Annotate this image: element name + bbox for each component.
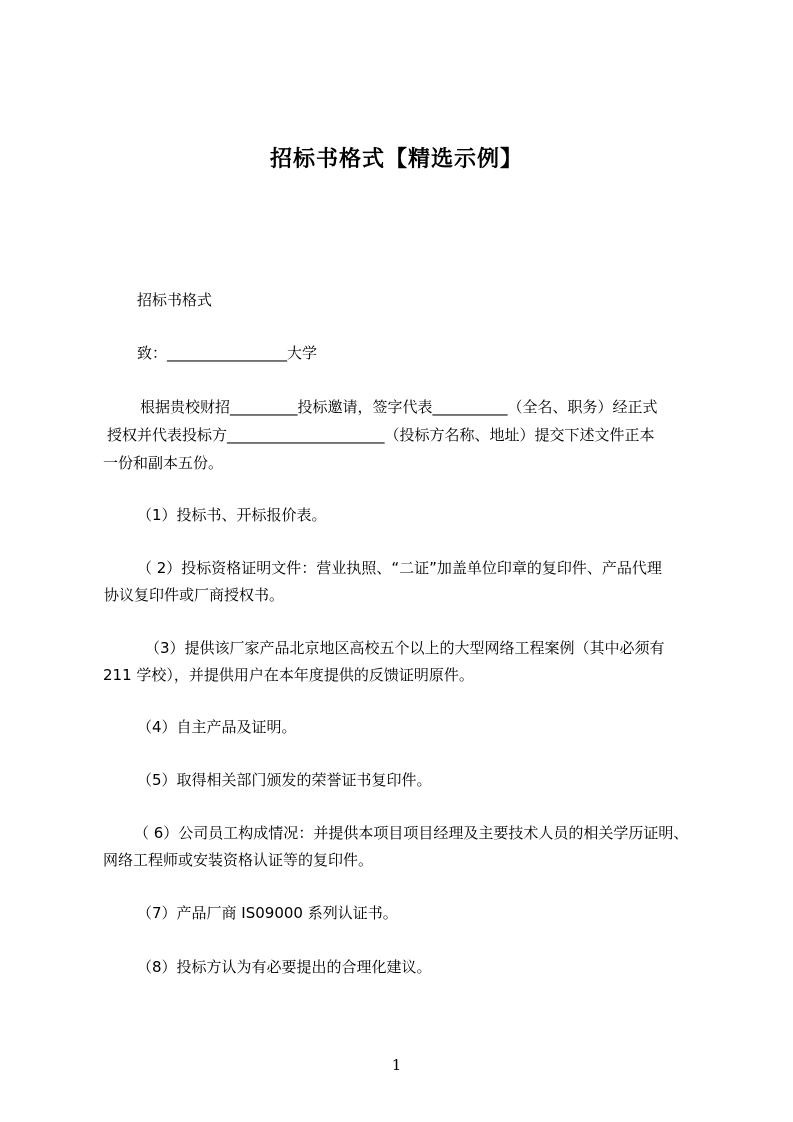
document-title: 招标书格式【精选示例】	[269, 147, 523, 172]
list-item-1: （1）投标书、开标报价表。	[137, 506, 327, 524]
list-item-2-line-1: （ 2）投标资格证明文件：营业执照、“二证”加盖单位印章的复印件、产品代理	[137, 559, 662, 577]
list-item-3-line-1: （3）提供该厂家产品北京地区高校五个以上的大型网络工程案例（其中必须有	[145, 639, 665, 657]
intro-line-2: 授权并代表投标方_____________________（投标方名称、地址）提交下述文件正本	[107, 426, 655, 444]
list-item-7: （7）产品厂商 IS09000 系列认证书。	[137, 904, 398, 922]
list-item-4: （4）自主产品及证明。	[137, 718, 297, 736]
intro-line-1: 根据贵校财招_________投标邀请，签字代表__________（全名、职务）经正式	[140, 398, 658, 416]
list-item-8: （8）投标方认为有必要提出的合理化建议。	[137, 958, 432, 976]
page-number: 1	[391, 1056, 402, 1074]
intro-line-3: 一份和副本五份。	[103, 454, 224, 472]
list-item-2-line-2: 协议复印件或厂商授权书。	[104, 586, 285, 604]
list-item-6-line-2: 网络工程师或安装资格认证等的复印件。	[103, 851, 374, 869]
list-item-6-line-1: （ 6）公司员工构成情况：并提供本项目项目经理及主要技术人员的相关学历证明、	[134, 824, 689, 842]
list-item-3-line-2: 211 学校），并提供用户在本年度提供的反馈证明原件。	[103, 666, 474, 684]
salutation: 致：________________大学	[137, 344, 318, 362]
document-heading: 招标书格式	[137, 291, 213, 309]
list-item-5: （5）取得相关部门颁发的荣誉证书复印件。	[137, 771, 432, 789]
